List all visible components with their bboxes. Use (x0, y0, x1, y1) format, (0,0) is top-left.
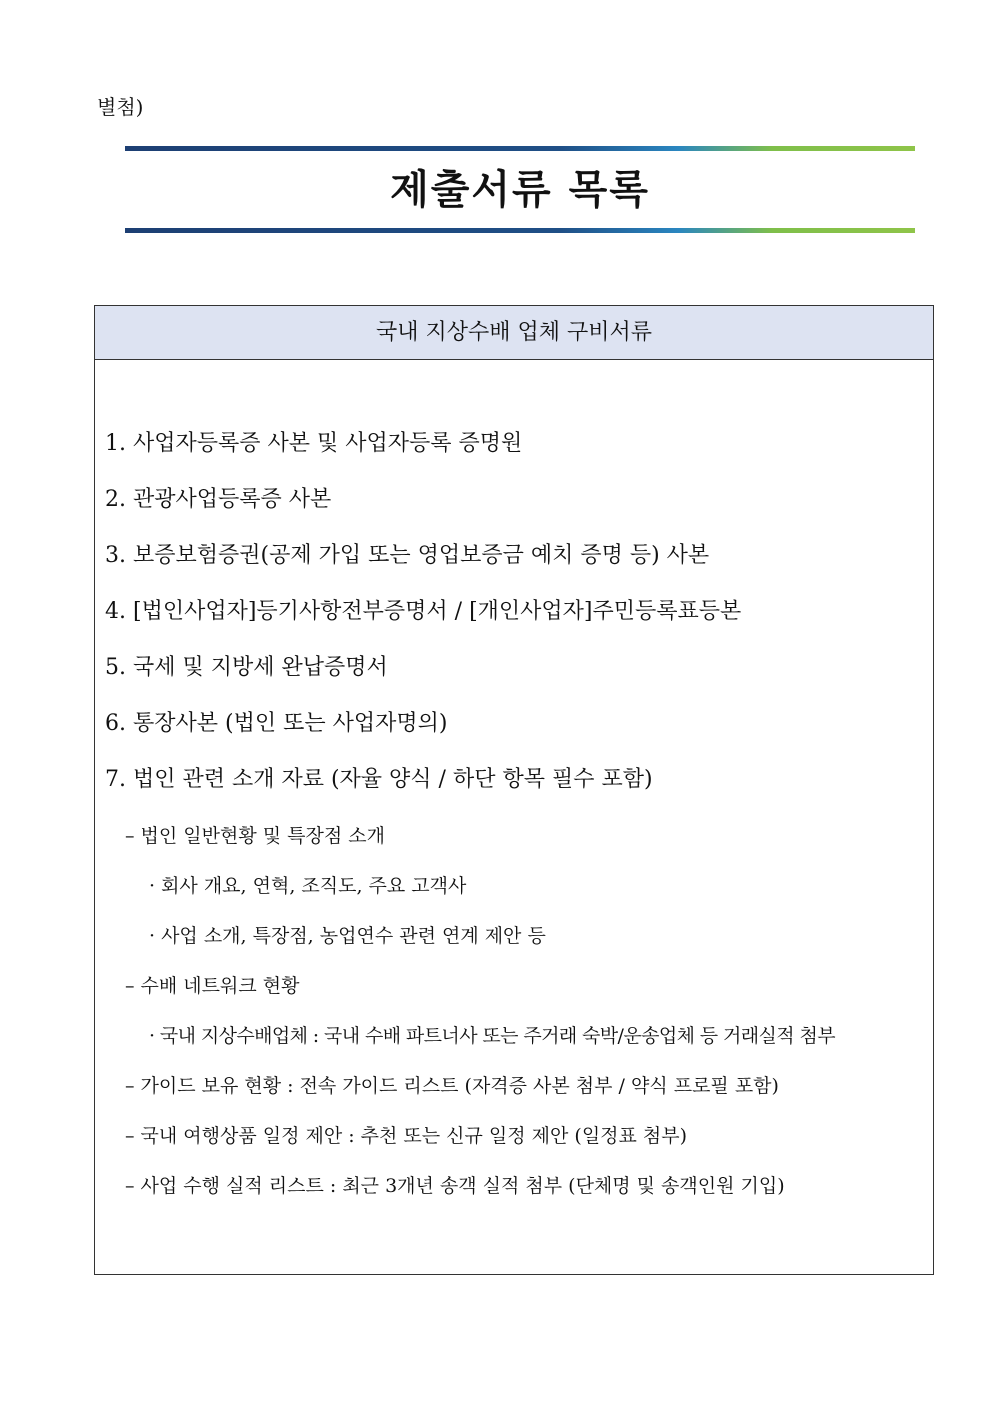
sub-item: – 사업 수행 실적 리스트 : 최근 3개년 송객 실적 첨부 (단체명 및 송객인원 기입) (125, 1175, 785, 1197)
box-header: 국내 지상수배 업체 구비서류 (95, 306, 933, 360)
sub-item: – 가이드 보유 현황 : 전속 가이드 리스트 (자격증 사본 첨부 / 약식 프로필 포함) (125, 1075, 779, 1097)
sub-item: – 수배 네트워크 현황 (125, 975, 300, 997)
title-top-rule (125, 146, 915, 151)
list-item: 1. 사업자등록증 사본 및 사업자등록 증명원 (105, 431, 523, 456)
list-item: 7. 법인 관련 소개 자료 (자율 양식 / 하단 항목 필수 포함) (105, 767, 653, 792)
sub-item: – 국내 여행상품 일정 제안 : 추천 또는 신규 일정 제안 (일정표 첨부) (125, 1125, 688, 1147)
attachment-label: 별첨) (97, 95, 144, 119)
list-item: 5. 국세 및 지방세 완납증명서 (105, 655, 388, 680)
list-item: 3. 보증보험증권(공제 가입 또는 영업보증금 예치 증명 등) 사본 (105, 543, 710, 568)
list-item: 4. [법인사업자]등기사항전부증명서 / [개인사업자]주민등록표등본 (105, 599, 742, 624)
sub-item: – 법인 일반현황 및 특장점 소개 (125, 825, 385, 847)
sub-detail-item: · 회사 개요, 연혁, 조직도, 주요 고객사 (149, 875, 467, 897)
sub-detail-item: · 국내 지상수배업체 : 국내 수배 파트너사 또는 주거래 숙박/운송업체 등 거래실적 첨부 (149, 1025, 835, 1047)
list-item: 2. 관광사업등록증 사본 (105, 487, 332, 512)
list-item: 6. 통장사본 (법인 또는 사업자명의) (105, 711, 448, 736)
sub-detail-item: · 사업 소개, 특장점, 농업연수 관련 연계 제안 등 (149, 925, 546, 947)
page-title: 제출서류 목록 (390, 167, 650, 213)
title-bottom-rule (125, 228, 915, 233)
document-list (105, 427, 933, 1219)
document-list-box (94, 305, 934, 1275)
